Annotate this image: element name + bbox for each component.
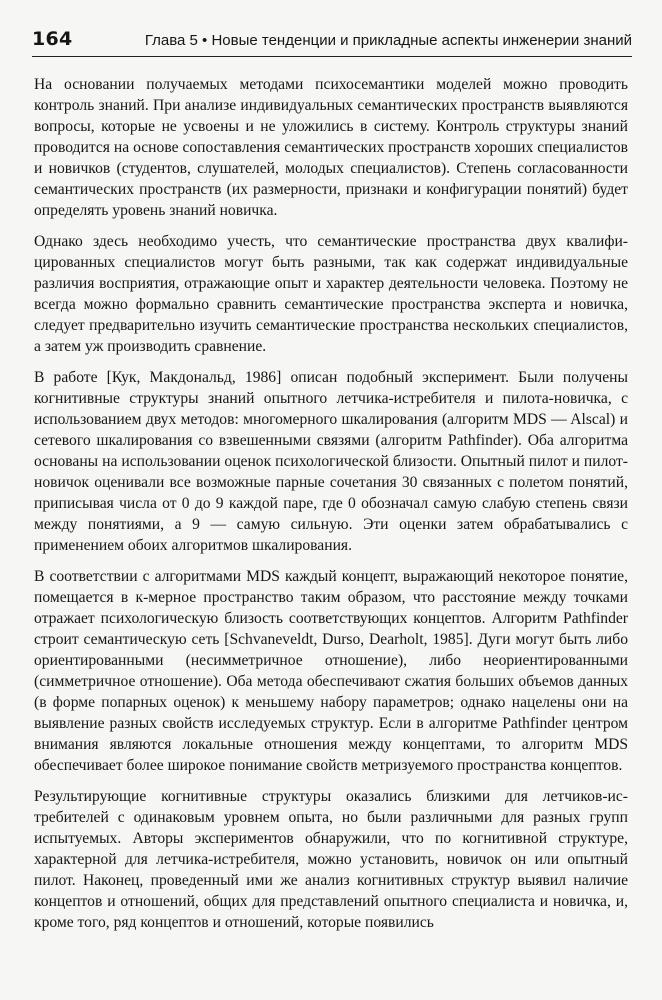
paragraph: В работе [Кук, Макдональд, 1986] описан подобный эксперимент. Были получены когнитивные структуры знаний опытного летчика-истребителя и пилота-новичка, с использованием двух методов: многомерного шкалирования (алгоритм MDS — Alscal) и сетевого шкалирования со взвешенными связями (алгоритм Pathfinder). Оба алгоритма основаны на использовании оценок психологической близости. Опытный пилот и пилот-новичок оценивали все возможные парные сочетания 30 связанных с полетом понятий, приписывая числа от 0 до 9 каждой паре, где 0 обозначал самую слабую степень связи между понятиями, а 9 — самую сильную. Эти оценки затем обрабатывались с применением обоих алгоритмов шкалирования.	[34, 369, 628, 554]
page-number: 164	[32, 28, 73, 50]
paragraph: В соответствии с алгоритмами MDS каждый концепт, выражающий некоторое понятие, помещается в к-мерное пространство таким образом, что расстояние между точками отражает психологическую близость соответствующих концептов. Алгоритм Pathfinder строит семантическую сеть [Schvaneveldt, Durso, Dearholt, 1985]. Дуги могут быть либо ориентированными (несимметричное отношение), либо неориентированными (симметричное отношение). Оба метода обеспечивают сжатия больших объемов данных (в форме попарных оценок) к меньшему набору параметров; однако нацелены они на выявление разных свойств исследуемых структур. Если в алгоритме Pathfinder центром внимания являются локальные отношения между концептами, то алгоритм MDS обеспечивает более широкое понимание свойств метризуемого пространства концептов.	[34, 568, 628, 774]
paragraph: Однако здесь необходимо учесть, что семантические пространства двух квалифицированных специалистов могут быть разными, так как содержат индивидуальные различия восприятия, отражающие опыт и характер деятельности человека. Поэтому не всегда можно формально сравнить семантические пространства эксперта и новичка, следует предварительно изучить семантические пространства нескольких специалистов, а затем уж производить сравнение.	[34, 233, 628, 355]
running-title: Глава 5 • Новые тенденции и прикладные аспекты инженерии знаний	[144, 32, 632, 49]
page-body	[34, 74, 628, 943]
page-header	[32, 28, 632, 57]
paragraph: Результирующие когнитивные структуры оказались близкими для летчиков-истребителей с одинаковым уровнем опыта, но были различными для разных групп испытуемых. Авторы экспериментов обнаружили, что по когнитивной структуре, характерной для летчика-истребителя, можно установить, новичок он или опытный пилот. Наконец, проведенный ими же анализ когнитивных структур выявил наличие концептов и отношений, общих для представлений опытного специалиста и новичка, и, кроме того, ряд концептов и отношений, которые появились	[34, 788, 628, 931]
paragraph: На основании получаемых методами психосемантики моделей можно проводить контроль знаний. При анализе индивидуальных семантических пространств выявляются вопросы, которые не усвоены и не уложились в систему. Контроль структуры знаний проводится на основе сопоставления семантических пространств хороших специалистов и новичков (студентов, слушателей, молодых специалистов). Степень согласованности семантических пространств (их размерности, признаки и конфигурации понятий) будет определять уровень знаний новичка.	[34, 76, 628, 219]
